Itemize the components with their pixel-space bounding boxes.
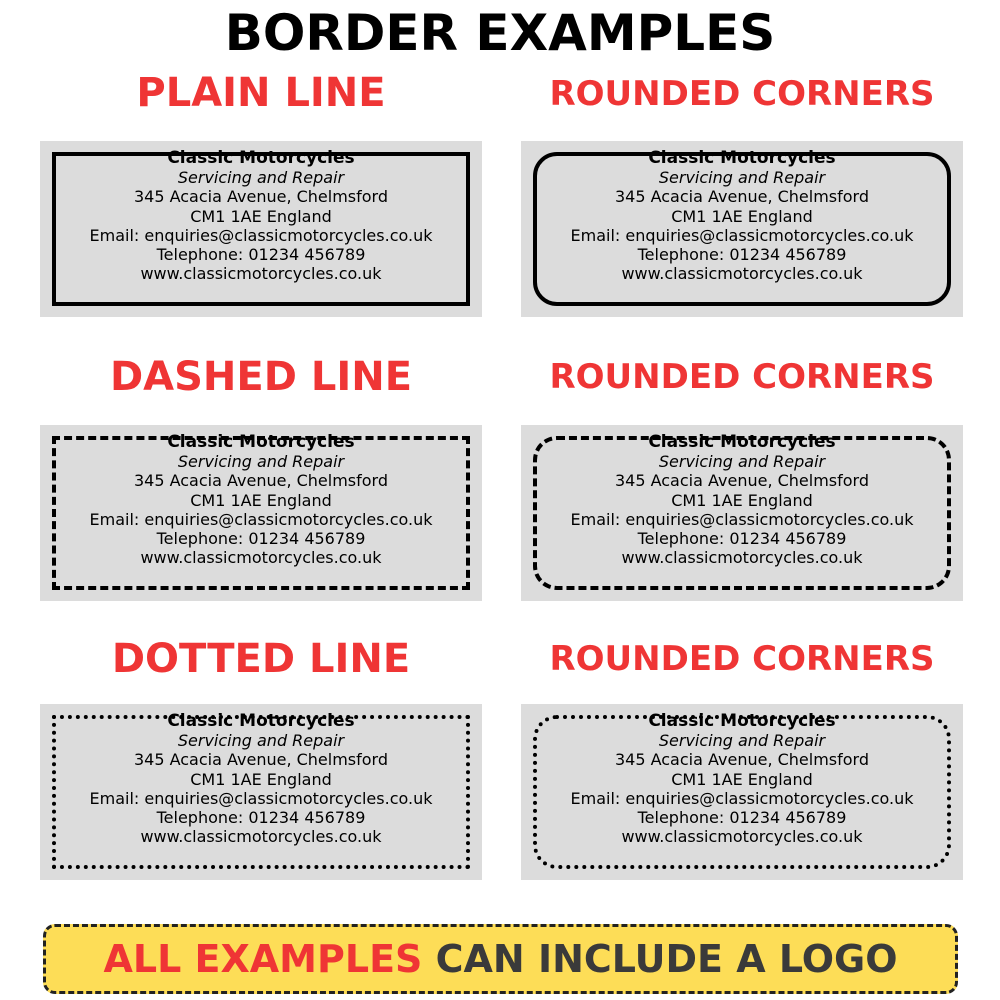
heading-dotted-rounded-corners: ROUNDED CORNERS (549, 639, 935, 679)
company-name: Classic Motorcycles (648, 148, 836, 168)
website-line: www.classicmotorcycles.co.uk (621, 264, 863, 284)
email-line: Email: enquiries@classicmotorcycles.co.uk (89, 788, 433, 808)
address-label (40, 149, 482, 283)
postcode-line: CM1 1AE England (190, 769, 332, 789)
heading-dashed-rounded-corners: ROUNDED CORNERS (549, 357, 935, 397)
address-line: 345 Acacia Avenue, Chelmsford (614, 750, 870, 770)
company-name: Classic Motorcycles (167, 432, 355, 452)
telephone-line: Telephone: 01234 456789 (637, 529, 847, 549)
example-plain-rounded (521, 141, 963, 317)
company-tagline: Servicing and Repair (177, 168, 345, 188)
email-line: Email: enquiries@classicmotorcycles.co.uk (89, 225, 433, 245)
telephone-line: Telephone: 01234 456789 (637, 245, 847, 265)
example-dotted-line (40, 704, 482, 880)
logo-banner (43, 924, 958, 994)
address-label (521, 433, 963, 567)
company-name: Classic Motorcycles (648, 711, 836, 731)
example-plain-line (40, 141, 482, 317)
website-line: www.classicmotorcycles.co.uk (140, 264, 382, 284)
company-tagline: Servicing and Repair (658, 452, 826, 472)
company-name: Classic Motorcycles (167, 711, 355, 731)
company-name: Classic Motorcycles (648, 432, 836, 452)
website-line: www.classicmotorcycles.co.uk (621, 827, 863, 847)
postcode-line: CM1 1AE England (671, 490, 813, 510)
postcode-line: CM1 1AE England (190, 490, 332, 510)
address-line: 345 Acacia Avenue, Chelmsford (614, 187, 870, 207)
company-tagline: Servicing and Repair (177, 452, 345, 472)
address-label (40, 433, 482, 567)
heading-plain-rounded-corners: ROUNDED CORNERS (549, 74, 935, 114)
heading-dotted-line: DOTTED LINE (111, 636, 411, 682)
banner-rest-text: CAN INCLUDE A LOGO (422, 937, 898, 981)
banner-highlight-text: ALL EXAMPLES (103, 937, 423, 981)
address-line: 345 Acacia Avenue, Chelmsford (133, 471, 389, 491)
address-label (521, 712, 963, 846)
heading-dashed-line: DASHED LINE (109, 354, 413, 400)
example-dotted-rounded (521, 704, 963, 880)
address-label (40, 712, 482, 846)
telephone-line: Telephone: 01234 456789 (156, 529, 366, 549)
company-tagline: Servicing and Repair (177, 731, 345, 751)
address-line: 345 Acacia Avenue, Chelmsford (614, 471, 870, 491)
postcode-line: CM1 1AE England (190, 206, 332, 226)
email-line: Email: enquiries@classicmotorcycles.co.uk (570, 788, 914, 808)
company-tagline: Servicing and Repair (658, 731, 826, 751)
email-line: Email: enquiries@classicmotorcycles.co.uk (570, 225, 914, 245)
postcode-line: CM1 1AE England (671, 769, 813, 789)
example-dashed-line (40, 425, 482, 601)
address-label (521, 149, 963, 283)
company-name: Classic Motorcycles (167, 148, 355, 168)
email-line: Email: enquiries@classicmotorcycles.co.uk (89, 509, 433, 529)
telephone-line: Telephone: 01234 456789 (156, 245, 366, 265)
address-line: 345 Acacia Avenue, Chelmsford (133, 187, 389, 207)
telephone-line: Telephone: 01234 456789 (637, 808, 847, 828)
website-line: www.classicmotorcycles.co.uk (140, 827, 382, 847)
telephone-line: Telephone: 01234 456789 (156, 808, 366, 828)
address-line: 345 Acacia Avenue, Chelmsford (133, 750, 389, 770)
email-line: Email: enquiries@classicmotorcycles.co.uk (570, 509, 914, 529)
example-dashed-rounded (521, 425, 963, 601)
website-line: www.classicmotorcycles.co.uk (621, 548, 863, 568)
postcode-line: CM1 1AE England (671, 206, 813, 226)
website-line: www.classicmotorcycles.co.uk (140, 548, 382, 568)
company-tagline: Servicing and Repair (658, 168, 826, 188)
heading-plain-line: PLAIN LINE (136, 70, 386, 116)
page-title: BORDER EXAMPLES (224, 4, 776, 62)
